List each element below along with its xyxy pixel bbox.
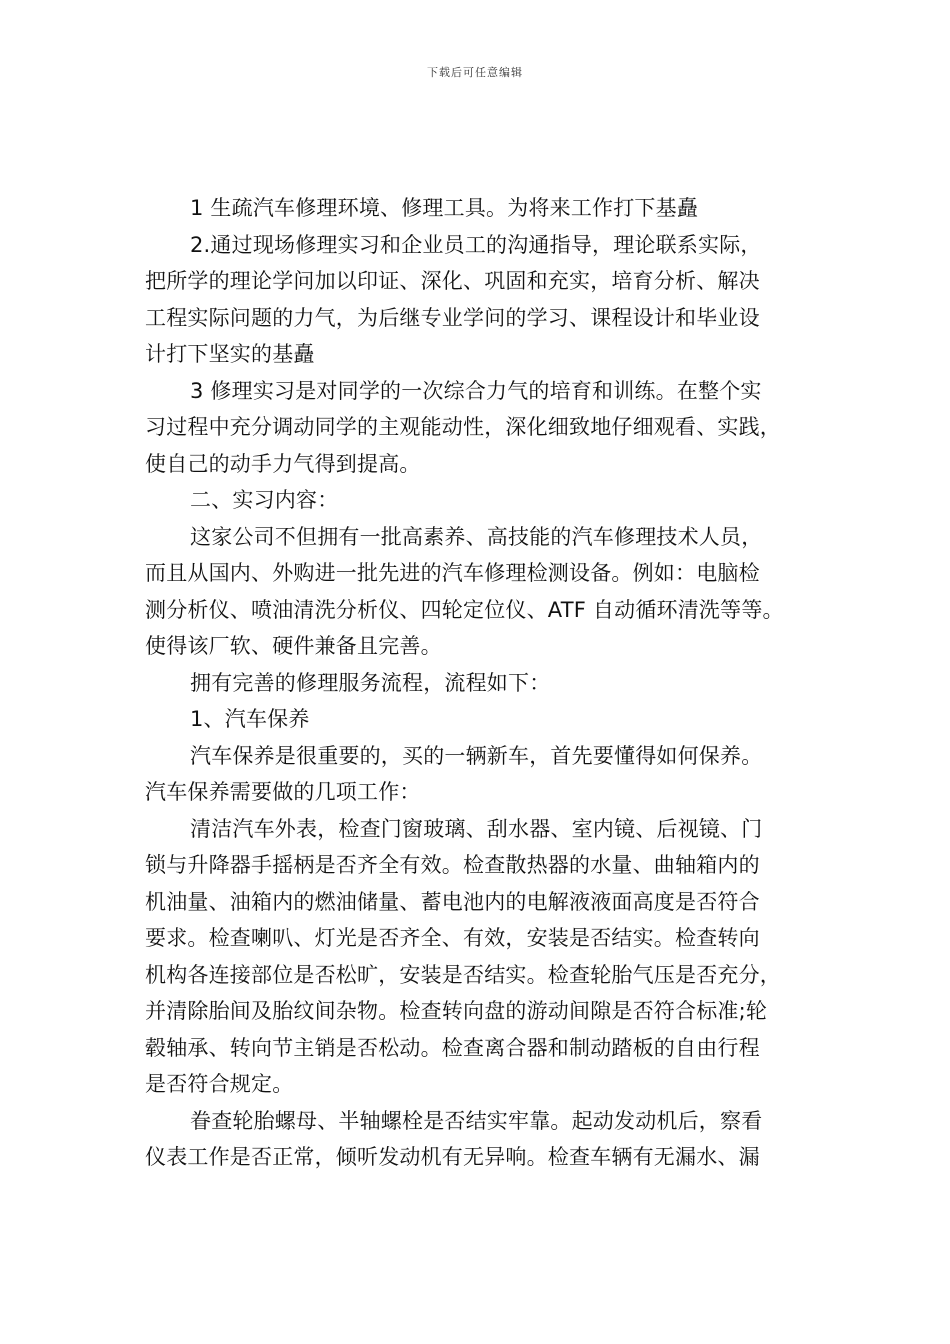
document-line: 是否符合规定。 <box>145 1072 294 1096</box>
document-line: 仪表工作是否正常，倾听发动机有无异响。检查车辆有无漏水、漏 <box>145 1145 760 1169</box>
document-line: 二、实习内容： <box>190 488 339 512</box>
document-line: 1、汽车保养 <box>190 707 310 731</box>
document-line: 毂轴承、转向节主销是否松动。检查离合器和制动踏板的自由行程 <box>145 1035 760 1060</box>
document-line: 测分析仪、喷油清洗分析仪、四轮定位仪、ATF 自动循环清洗等等。 <box>145 597 784 622</box>
document-line: 使得该厂软、硬件兼备且完善。 <box>145 634 442 658</box>
document-line: 机油量、油箱内的燃油储量、蓄电池内的电解液液面高度是否符合 <box>145 889 760 914</box>
document-line: 2.通过现场修理实习和企业员工的沟通指导，理论联系实际， <box>190 232 762 257</box>
document-line: 计打下坚实的基矗 <box>145 342 315 366</box>
document-line: 工程实际问题的力气，为后继专业学问的学习、课程设计和毕业设 <box>145 305 760 330</box>
document-line: 机构各连接部位是否松旷，安装是否结实。检查轮胎气压是否充分， <box>145 962 781 987</box>
document-line: 而且从国内、外购进一批先进的汽车修理检测设备。例如：电脑检 <box>145 561 760 585</box>
document-line: 要求。检查喇叭、灯光是否齐全、有效，安装是否结实。检查转向 <box>145 926 760 950</box>
page-header-note: 下载后可任意编辑 <box>427 66 523 79</box>
document-line: 1 生疏汽车修理环境、修理工具。为将来工作打下基矗 <box>190 196 699 220</box>
document-line: 并清除胎间及胎纹间杂物。检查转向盘的游动间隙是否符合标准;轮 <box>145 999 768 1023</box>
document-line: 把所学的理论学问加以印证、深化、巩固和充实，培育分析、解决 <box>145 269 760 293</box>
document-line: 锁与升降器手摇柄是否齐全有效。检查散热器的水量、曲轴箱内的 <box>145 853 760 877</box>
document-line: 习过程中充分调动同学的主观能动性，深化细致地仔细观看、实践， <box>145 415 781 439</box>
document-line: 汽车保养是很重要的，买的一辆新车，首先要懂得如何保养。 <box>190 743 763 768</box>
document-line: 清洁汽车外表，检查门窗玻璃、刮水器、室内镜、后视镜、门 <box>190 816 763 841</box>
document-body <box>145 190 805 1176</box>
document-line: 使自己的动手力气得到提高。 <box>145 451 421 476</box>
document-line: 眷查轮胎螺母、半轴螺栓是否结实牢靠。起动发动机后，察看 <box>190 1108 763 1133</box>
document-line: 这家公司不但拥有一批高素养、高技能的汽车修理技术人员， <box>190 524 763 549</box>
document-line: 3 修理实习是对同学的一次综合力气的培育和训练。在整个实 <box>190 378 762 403</box>
document-line: 拥有完善的修理服务流程，流程如下： <box>190 670 551 695</box>
document-line: 汽车保养需要做的几项工作： <box>145 780 421 804</box>
